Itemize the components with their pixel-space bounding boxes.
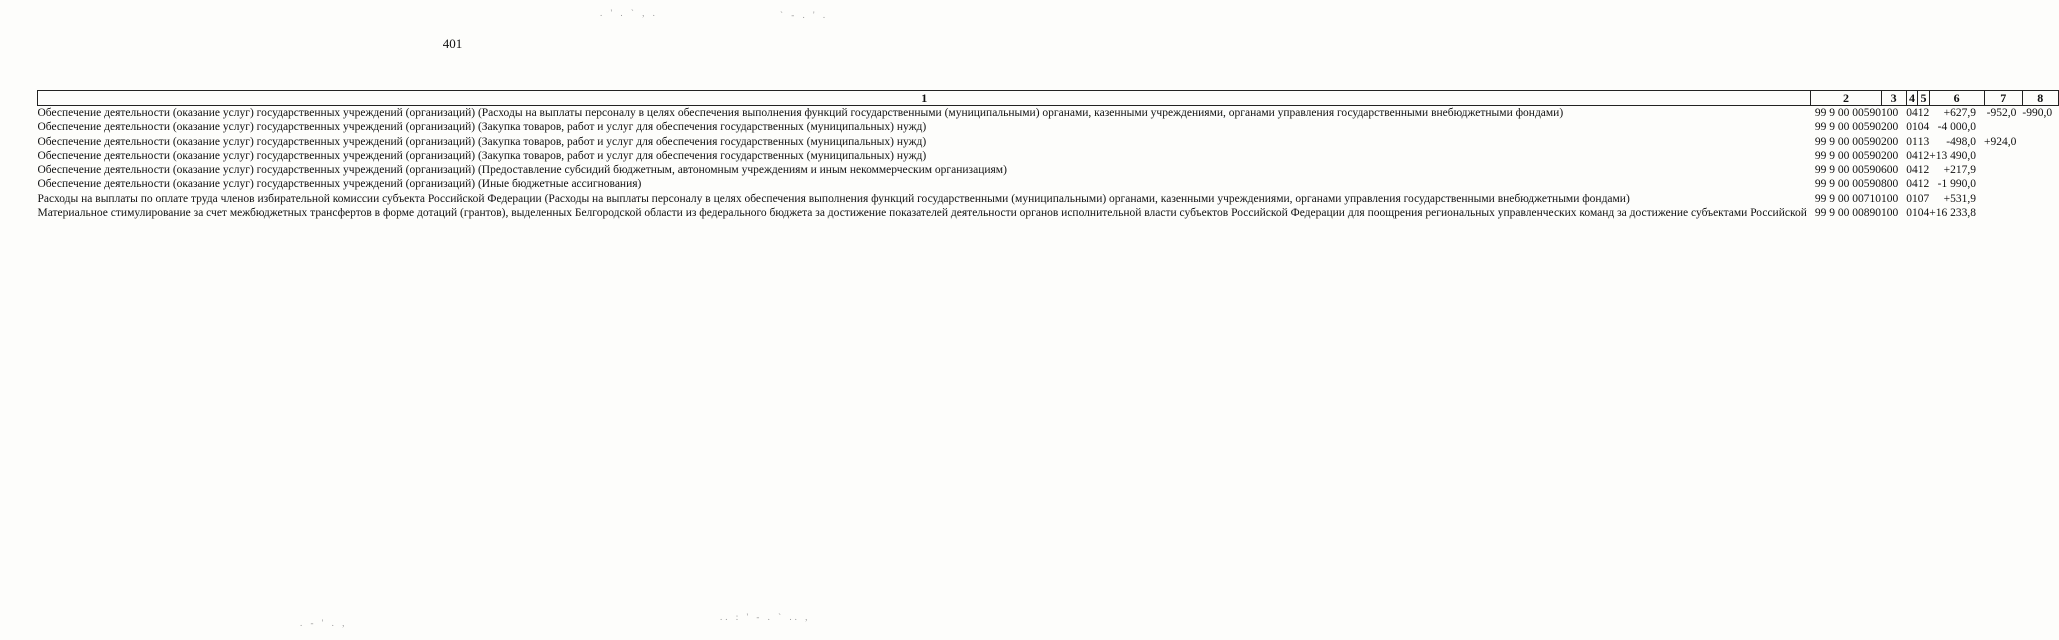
row-amount-7 — [1984, 206, 2022, 220]
row-description: Обеспечение деятельности (оказание услуг) государственных учреждений (организаций) (Закупка товаров, работ и услуг для обеспечения государственных (муниципальных) нужд) — [37, 135, 927, 148]
row-code: 99 9 00 00590 — [1814, 178, 1881, 191]
row-code: 99 9 00 00590 — [1814, 107, 1881, 119]
budget-table — [37, 90, 2059, 220]
row-amount-7 — [1984, 192, 2022, 206]
row-subsection: 12 — [1917, 178, 1930, 191]
row-description: Обеспечение деятельности (оказание услуг) государственных учреждений (организаций) (Предоставление субсидий бюджетным, автономным учреждениям и иным некоммерческим организациям) — [37, 164, 1007, 177]
row-amount-8 — [2022, 192, 2058, 206]
column-header: 4 — [1906, 91, 1918, 106]
column-header: 7 — [1984, 91, 2022, 106]
scan-noise: .. : ' - . ` .. , — [720, 612, 811, 622]
row-amount-8 — [2022, 206, 2058, 220]
row-amount-6: -498,0 — [1946, 135, 1976, 148]
row-description: Расходы на выплаты по оплате труда членов избирательной комиссии субъекта Российской Федерации (Расходы на выплаты персоналу в целях обеспечения выполнения функций государственными (муниципальными) органами, казенными учреждениями, органами управления государственными внебюджетными фондами) — [37, 192, 1630, 205]
row-expense-type: 800 — [1881, 178, 1899, 191]
row-amount-8 — [2022, 163, 2058, 177]
row-section: 01 — [1906, 192, 1918, 205]
row-amount-7 — [1984, 149, 2022, 163]
row-amount-6: +217,9 — [1943, 164, 1976, 177]
scan-noise: ` - . ' . — [780, 10, 829, 20]
row-expense-type: 200 — [1881, 149, 1899, 162]
header-row — [38, 91, 2059, 106]
column-header: 6 — [1929, 91, 1984, 106]
row-amount-7: -952,0 — [1986, 107, 2017, 119]
row-section: 04 — [1906, 107, 1918, 119]
row-amount-7: +924,0 — [1984, 135, 2017, 148]
row-subsection: 07 — [1917, 192, 1930, 205]
row-amount-7 — [1984, 177, 2022, 191]
row-code: 99 9 00 00890 — [1814, 207, 1881, 220]
table-row — [38, 206, 2059, 220]
row-subsection: 12 — [1917, 107, 1930, 119]
row-description: Обеспечение деятельности (оказание услуг) государственных учреждений (организаций) (Закупка товаров, работ и услуг для обеспечения государственных (муниципальных) нужд) — [37, 121, 927, 134]
row-code: 99 9 00 00590 — [1814, 121, 1881, 134]
table-row — [38, 106, 2059, 121]
page-number: 401 — [442, 36, 463, 51]
row-amount-6: +16 233,8 — [1929, 207, 1976, 220]
row-description: Обеспечение деятельности (оказание услуг) государственных учреждений (организаций) (Закупка товаров, работ и услуг для обеспечения государственных (муниципальных) нужд) — [37, 149, 927, 162]
row-expense-type: 100 — [1881, 207, 1899, 220]
row-subsection: 13 — [1917, 135, 1930, 148]
row-amount-6: +627,9 — [1943, 107, 1976, 119]
row-code: 99 9 00 00710 — [1814, 192, 1881, 205]
row-amount-6: -1 990,0 — [1937, 178, 1976, 191]
column-header: 3 — [1881, 91, 1906, 106]
column-header: 5 — [1918, 91, 1930, 106]
row-amount-8 — [2022, 135, 2058, 149]
row-code: 99 9 00 00590 — [1814, 149, 1881, 162]
table-row — [38, 149, 2059, 163]
row-section: 01 — [1906, 121, 1918, 134]
row-amount-8 — [2022, 149, 2058, 163]
table-row — [38, 163, 2059, 177]
row-expense-type: 100 — [1881, 107, 1899, 119]
row-section: 01 — [1906, 135, 1918, 148]
row-subsection: 04 — [1917, 121, 1930, 134]
row-section: 04 — [1906, 149, 1918, 162]
table-row — [38, 120, 2059, 134]
row-expense-type: 600 — [1881, 164, 1899, 177]
row-section: 01 — [1906, 207, 1918, 220]
row-description: Материальное стимулирование за счет межбюджетных трансфертов в форме дотаций (грантов), выделенных Белгородской области из федерального бюджета за достижение показателей деятельности органов исполнительной власти субъектов Российской Федерации для поощрения региональных управленческих команд за достижение субъектами Российской — [37, 207, 1807, 220]
table-row — [38, 135, 2059, 149]
column-header: 8 — [2022, 91, 2058, 106]
table-row — [38, 177, 2059, 191]
row-amount-8: -990,0 — [2022, 107, 2053, 119]
row-amount-6: +13 490,0 — [1929, 149, 1976, 162]
row-amount-6: +531,9 — [1943, 192, 1976, 205]
row-amount-8 — [2022, 120, 2058, 134]
row-expense-type: 100 — [1881, 192, 1899, 205]
row-section: 04 — [1906, 164, 1918, 177]
table-row — [38, 192, 2059, 206]
row-code: 99 9 00 00590 — [1814, 135, 1881, 148]
row-subsection: 04 — [1917, 207, 1930, 220]
row-amount-6: -4 000,0 — [1937, 121, 1976, 134]
scan-noise: . - ' . , — [300, 618, 348, 628]
row-description: Обеспечение деятельности (оказание услуг) государственных учреждений (организаций) (Иные бюджетные ассигнования) — [37, 178, 642, 191]
row-description: Обеспечение деятельности (оказание услуг) государственных учреждений (организаций) (Расходы на выплаты персоналу в целях обеспечения выполнения функций государственными (муниципальными) органами, казенными учреждениями, органами управления государственными внебюджетными фондами) — [37, 107, 1564, 119]
row-amount-8 — [2022, 177, 2058, 191]
column-header: 2 — [1811, 91, 1881, 106]
row-subsection: 12 — [1917, 164, 1930, 177]
scan-noise: . ' . ` , . — [600, 8, 658, 18]
column-header: 1 — [38, 91, 1811, 106]
row-expense-type: 200 — [1881, 121, 1899, 134]
row-expense-type: 200 — [1881, 135, 1899, 148]
row-section: 04 — [1906, 178, 1918, 191]
row-amount-7 — [1984, 163, 2022, 177]
row-amount-7 — [1984, 120, 2022, 134]
row-code: 99 9 00 00590 — [1814, 164, 1881, 177]
row-subsection: 12 — [1917, 149, 1930, 162]
